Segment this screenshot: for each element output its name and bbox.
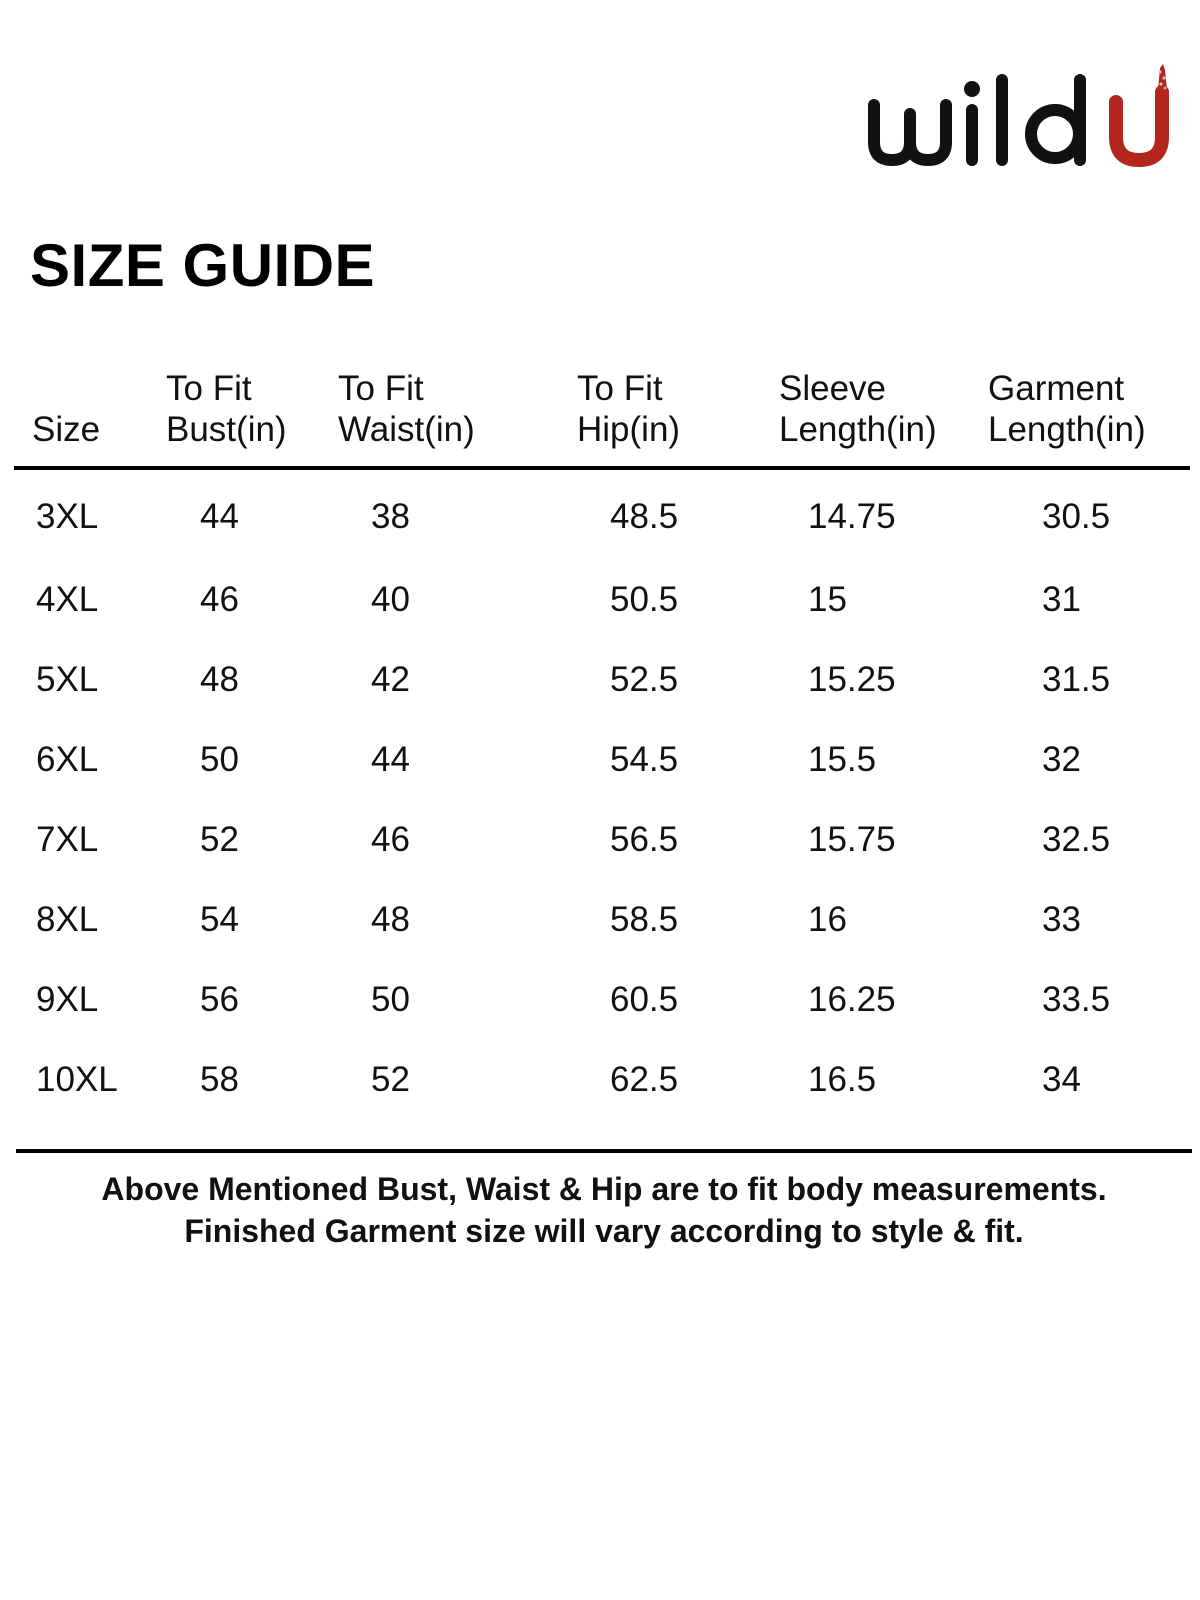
logo-letter-i-dot [964,81,980,97]
header-line: Bust(in) [166,410,287,449]
logo-sparkle-tip [1158,64,1167,90]
cell-bust: 58 [200,1060,239,1099]
cell-garment: 32.5 [1042,820,1111,859]
cell-size: 10XL [36,1060,118,1099]
cell-sleeve: 16 [808,900,847,939]
cell-size: 9XL [36,980,99,1019]
brand-logo [868,62,1173,178]
table-row [14,640,1190,720]
cell-garment: 32 [1042,740,1081,779]
table-row [14,1040,1190,1120]
cell-bust: 50 [200,740,239,779]
page-title: SIZE GUIDE [30,232,376,299]
cell-bust: 54 [200,900,239,939]
header-line: Sleeve [779,369,887,408]
logo-letter-d-bowl [1031,110,1079,158]
header-line: Length(in) [779,410,937,449]
cell-hip: 52.5 [610,660,679,699]
cell-hip: 58.5 [610,900,679,939]
header-sleeve [747,368,963,468]
cell-size: 5XL [36,660,99,699]
cell-sleeve: 15.5 [808,740,877,779]
header-hip [545,368,747,468]
logo-letter-u [1116,92,1162,160]
cell-sleeve: 14.75 [808,497,896,536]
cell-garment: 30.5 [1042,497,1111,536]
header-line: To Fit [577,369,663,408]
cell-size: 6XL [36,740,99,779]
cell-garment: 31.5 [1042,660,1111,699]
cell-garment: 31 [1042,580,1081,619]
cell-waist: 42 [371,660,410,699]
cell-waist: 52 [371,1060,410,1099]
cell-bust: 46 [200,580,239,619]
cell-size: 8XL [36,900,99,939]
cell-waist: 38 [371,497,410,536]
table-row [14,800,1190,880]
cell-garment: 33 [1042,900,1081,939]
size-table [14,368,1190,1120]
cell-hip: 56.5 [610,820,679,859]
cell-waist: 46 [371,820,410,859]
cell-waist: 50 [371,980,410,1019]
table-row [14,880,1190,960]
cell-waist: 48 [371,900,410,939]
cell-sleeve: 16.5 [808,1060,877,1099]
header-line: To Fit [338,369,424,408]
footnote-line: Above Mentioned Bust, Waist & Hip are to fit body measurements. [101,1171,1107,1207]
cell-sleeve: 15 [808,580,847,619]
cell-waist: 44 [371,740,410,779]
footnote [16,1168,1192,1252]
cell-size: 4XL [36,580,99,619]
header-waist [331,368,545,468]
cell-bust: 56 [200,980,239,1019]
cell-hip: 62.5 [610,1060,679,1099]
cell-hip: 54.5 [610,740,679,779]
cell-hip: 50.5 [610,580,679,619]
header-size [14,368,154,468]
header-line: To Fit [166,369,252,408]
cell-bust: 44 [200,497,239,536]
cell-sleeve: 15.25 [808,660,896,699]
bottom-divider [16,1149,1192,1153]
cell-garment: 34 [1042,1060,1081,1099]
footnote-line: Finished Garment size will vary according to style & fit. [184,1213,1024,1249]
cell-size: 7XL [36,820,99,859]
cell-sleeve: 16.25 [808,980,896,1019]
cell-garment: 33.5 [1042,980,1111,1019]
header-line: Garment [988,369,1125,408]
table-row [14,960,1190,1040]
header-line: Hip(in) [577,410,681,449]
cell-hip: 48.5 [610,497,679,536]
logo-letter-w [874,105,946,160]
header-line: Size [32,410,101,449]
table-row [14,560,1190,640]
table-row [14,720,1190,800]
table-row [14,468,1190,560]
cell-bust: 48 [200,660,239,699]
cell-waist: 40 [371,580,410,619]
header-bust [154,368,331,468]
table-header-row [14,368,1190,468]
header-line: Waist(in) [338,410,475,449]
cell-bust: 52 [200,820,239,859]
cell-sleeve: 15.75 [808,820,896,859]
cell-hip: 60.5 [610,980,679,1019]
cell-size: 3XL [36,497,99,536]
header-line: Length(in) [988,410,1146,449]
header-garment [963,368,1190,468]
